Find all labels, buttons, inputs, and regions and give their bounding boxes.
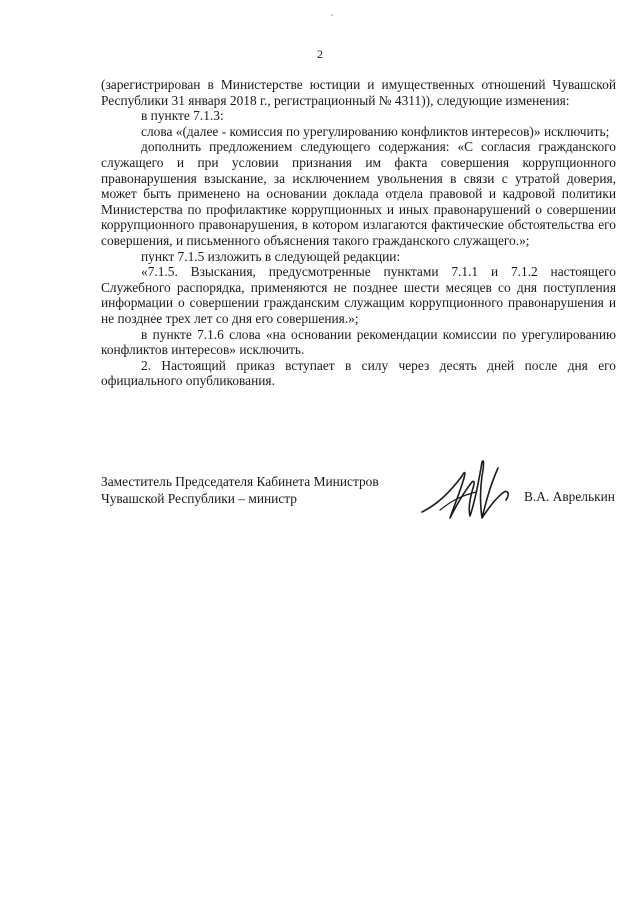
signatory-position: [101, 473, 421, 507]
paragraph-registration: (зарегистрирован в Министерстве юстиции и имущественных отношений Чувашской Республики 31 января 2018 г., регистрационный № 4311)), следующие изменения:: [101, 77, 616, 108]
signatory-position-line-1: Заместитель Председателя Кабинета Министров: [101, 474, 379, 489]
paragraph-effective: 2. Настоящий приказ вступает в силу через десять дней после дня его официального опубликования.: [101, 357, 616, 389]
paragraph-715-text: «7.1.5. Взыскания, предусмотренные пунктами 7.1.1 и 7.1.2 настоящего Служебного распорядка, применяются не позднее шести месяцев со дня поступления информации о совершении гражданским служащим коррупционного правонарушения и не позднее трех лет со дня его совершения.»;: [101, 264, 616, 326]
paragraph-item-715: пункт 7.1.5 изложить в следующей редакции:: [141, 248, 401, 264]
handwritten-signature: [420, 452, 520, 524]
document-body: [101, 77, 616, 389]
paragraph-add-sentence: дополнить предложением следующего содержания: «С согласия гражданского служащего и при условии признания им факта совершения коррупционного правонарушения взыскание, за исключением увольнения в связи с утратой доверия, может быть применено на основании доклада отдела правовой и кадровой политики Министерства по профилактике коррупционных и иных правонарушений о совершении коррупционного правонарушения, в котором излагаются фактические обстоятельства его совершения, и письменного объяснения такого гражданского служащего.»;: [101, 139, 616, 248]
signatory-position-line-2: Чувашской Республики – министр: [101, 491, 297, 506]
paragraph-exclude-words: слова «(далее - комиссия по урегулированию конфликтов интересов)» исключить;: [141, 123, 610, 139]
paragraph-item-713: в пункте 7.1.3:: [141, 108, 224, 124]
paragraph-item-716: в пункте 7.1.6 слова «на основании рекомендации комиссии по урегулированию конфликтов интересов» исключить.: [101, 326, 616, 358]
scan-speck: [331, 14, 333, 16]
page-number: 2: [317, 47, 323, 61]
signatory-name: В.А. Аврелькин: [524, 489, 615, 504]
